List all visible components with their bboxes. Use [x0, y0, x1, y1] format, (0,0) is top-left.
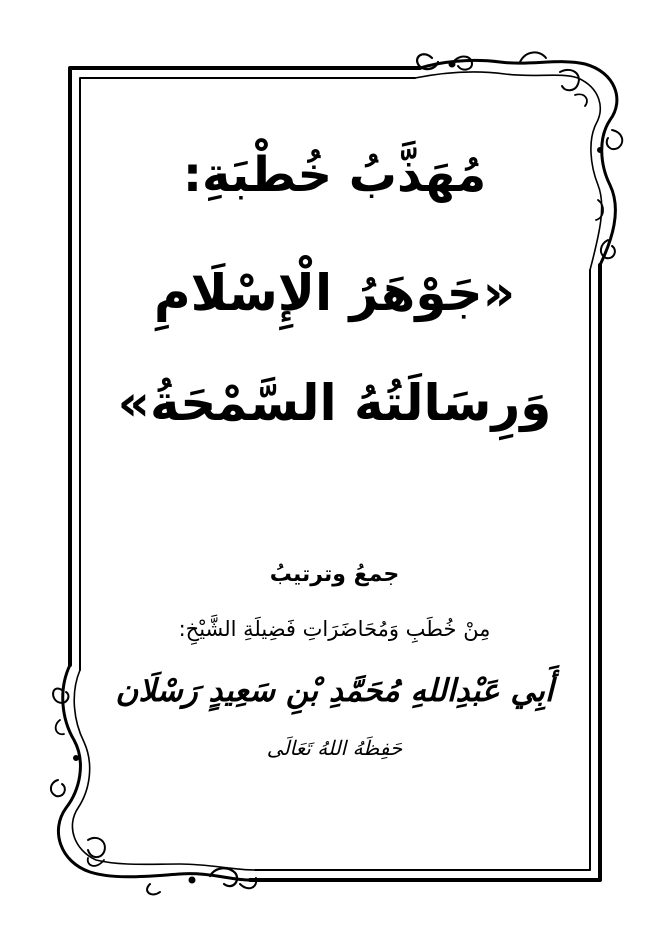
- book-title-line-2: «جَوْهَرُ الْإِسْلَامِ: [153, 264, 515, 322]
- source-description: مِنْ خُطَبِ وَمُحَاضَرَاتِ فَضِيلَةِ الشَّيْخِ:: [178, 617, 491, 641]
- book-title-line-3: وَرِسَالَتُهُ السَّمْحَةُ»: [117, 374, 552, 432]
- author-blessing: حَفِظَهُ اللهُ تَعَالَى: [266, 736, 403, 760]
- compiled-label: جمعُ وترتيبُ: [269, 562, 400, 587]
- book-title-line-1: مُهَذَّبُ خُطْبَةِ:: [182, 147, 487, 203]
- author-name: أَبِي عَبْدِاللهِ مُحَمَّدِ بْنِ سَعِيدٍ رَسْلَان: [115, 673, 554, 709]
